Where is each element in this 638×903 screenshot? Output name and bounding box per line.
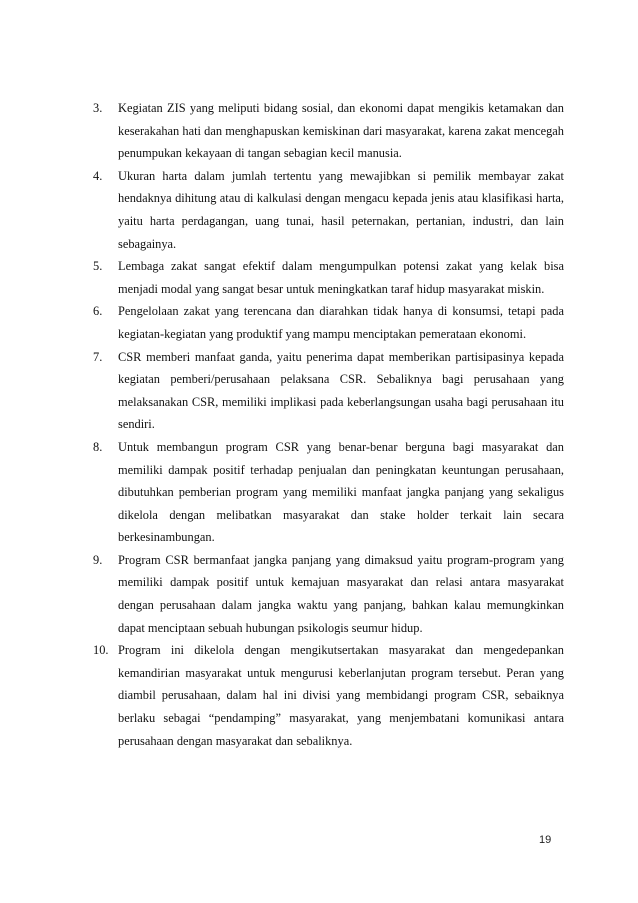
list-item <box>93 165 564 255</box>
list-item-text: Ukuran harta dalam jumlah tertentu yang mewajibkan si pemilik membayar zakat hendaknya dihitung atau di kalkulasi dengan mengacu kepada jenis atau klasifikasi harta, yaitu harta perdagangan, uang tunai, hasil peternakan, pertanian, industri, dan lain sebagainya. <box>118 168 564 251</box>
page-number: 19 <box>539 834 552 846</box>
list-item-text: Lembaga zakat sangat efektif dalam mengumpulkan potensi zakat yang kelak bisa menjadi modal yang sangat besar untuk meningkatkan taraf hidup masyarakat miskin. <box>118 259 564 296</box>
list-item-number: 3. <box>93 101 103 115</box>
list-item-number: 5. <box>93 259 103 274</box>
list-item-number: 9. <box>93 552 103 567</box>
list-item-text: Program CSR bermanfaat jangka panjang yang dimaksud yaitu program-program yang memiliki dampak positif untuk kemajuan masyarakat dan relasi antara masyarakat dengan perusahaan dalam jangka waktu yang panjang, bahkan kalau memungkinkan dapat menciptaan sebuah hubungan psikologis seumur hidup. <box>118 552 564 635</box>
list-item <box>93 436 564 549</box>
list-item-number: 7. <box>93 349 103 364</box>
list-item-text: Kegiatan ZIS yang meliputi bidang sosial, dan ekonomi dapat mengikis ketamakan dan keserakahan hati dan menghapuskan kemiskinan dari masyarakat, karena zakat mencegah penumpukan kekayaan di tangan sebagian kecil manusia. <box>118 101 564 161</box>
list-item-text: Program ini dikelola dengan mengikutsertakan masyarakat dan mengedepankan kemandirian masyarakat untuk mengurusi keberlanjutan program tersebut. Peran yang diambil perusahaan, dalam hal ini divisi yang membidangi program CSR, sebaiknya berlaku sebagai “pendamping” masyarakat, yang menjembatani komunikasi antara perusahaan dengan masyarakat dan sebaliknya. <box>118 643 564 748</box>
list-item-text: CSR memberi manfaat ganda, yaitu penerima dapat memberikan partisipasinya kepada kegiatan pemberi/perusahaan pelaksana CSR. Sebaliknya bagi perusahaan yang melaksanakan CSR, memiliki implikasi pada keberlangsungan usaha bagi perusahaan itu sendiri. <box>118 349 564 432</box>
list-item-number: 10. <box>93 643 109 658</box>
list-item <box>93 97 564 165</box>
list-item <box>93 346 564 436</box>
list-item <box>93 255 564 300</box>
list-item <box>93 639 564 752</box>
list-item-number: 6. <box>93 304 103 319</box>
list-item-text: Untuk membangun program CSR yang benar-benar berguna bagi masyarakat dan memiliki dampak positif terhadap penjualan dan peningkatan keuntungan perusahaan, dibutuhkan pemberian program yang memiliki manfaat jangka panjang yang sekaligus dikelola dengan melibatkan masyarakat dan stake holder terkait lain secara berkesinambungan. <box>118 439 564 545</box>
list-item-number: 8. <box>93 439 103 454</box>
list-item <box>93 549 564 639</box>
list-item <box>93 300 564 345</box>
numbered-list <box>93 97 564 752</box>
list-item-text: Pengelolaan zakat yang terencana dan diarahkan tidak hanya di konsumsi, tetapi pada kegiatan-kegiatan yang produktif yang mampu menciptakan pemerataan ekonomi. <box>118 304 564 341</box>
list-item-number: 4. <box>93 168 103 183</box>
